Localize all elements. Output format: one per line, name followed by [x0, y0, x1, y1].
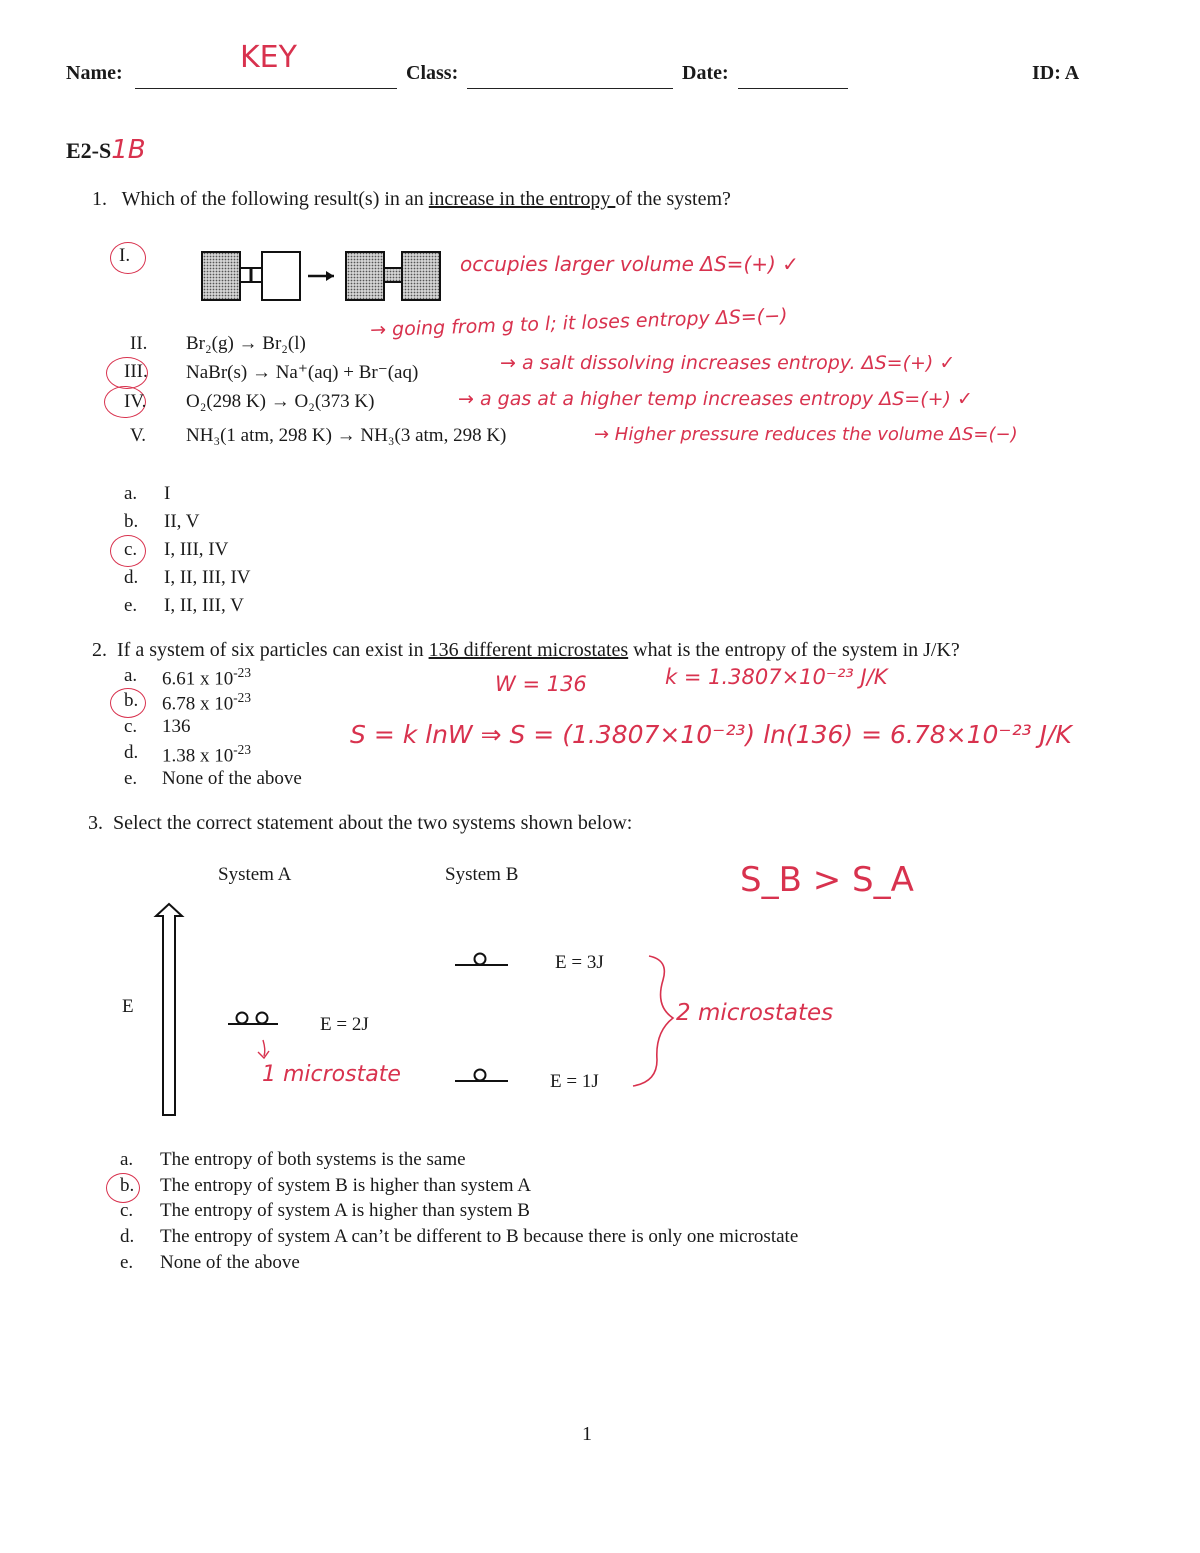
q2-choice-a[interactable]: a. 6.61 x $10^{-23}$ — [124, 665, 251, 690]
name-label: Name: — [66, 62, 123, 84]
date-label: Date: — [682, 62, 729, 84]
question-1: 1. Which of the following result(s) in an increase in the entropy of the system? — [92, 188, 731, 210]
id-label: ID: A — [1032, 62, 1080, 84]
q3-choice-a[interactable]: a. The entropy of both systems is the same — [120, 1149, 466, 1170]
name-line — [135, 88, 397, 89]
q2-choice-e[interactable]: e. None of the above — [124, 768, 302, 789]
item-5-text: NH₃(1 atm, 298 K) → NH₃(3 atm, 298 K) — [186, 425, 507, 446]
expansion-diagram — [200, 246, 445, 308]
note-item-1: occupies larger volume ΔS=(+) ✓ — [460, 252, 799, 276]
q1-choice-c[interactable]: c. I, III, IV — [124, 539, 229, 560]
page-number: 1 — [582, 1423, 592, 1445]
item-3-label: III. — [124, 361, 148, 382]
q1-choice-b[interactable]: b. II, V — [124, 511, 200, 532]
note-system-b: 2 microstates — [676, 1000, 834, 1026]
work-formula: S = k lnW ⇒ S = (1.3807×10⁻²³) ln(136) = 6.78×10⁻²³ J/K — [350, 720, 1072, 749]
q3-choice-b[interactable]: b. The entropy of system B is higher than system A — [120, 1175, 531, 1196]
level-b-top-label: E = 3J — [555, 952, 604, 973]
item-4-text: O₂(298 K) → O₂(373 K) — [186, 391, 375, 412]
q1-choice-e[interactable]: e. I, II, III, V — [124, 595, 244, 616]
system-a-label: System A — [218, 864, 292, 885]
q2-choice-d[interactable]: d. 1.38 x $10^{-23}$ — [124, 742, 251, 767]
q3-choice-c[interactable]: c. The entropy of system A is higher than system B — [120, 1200, 530, 1221]
item-1-label: I. — [119, 245, 131, 266]
question-2: 2. If a system of six particles can exist in 136 different microstates what is the entropy of the system in J/K? — [92, 639, 960, 661]
work-k: k = 1.3807×10⁻²³ J/K — [665, 665, 888, 689]
item-2-text: Br₂(g) → Br₂(l) — [186, 333, 306, 354]
note-system-a: 1 microstate — [262, 1062, 401, 1087]
item-5-label: V. — [130, 425, 147, 446]
note-item-3: → a salt dissolving increases entropy. ΔS=(+) ✓ — [500, 352, 956, 374]
class-line — [467, 88, 673, 89]
work-w: W = 136 — [495, 672, 587, 696]
q3-choice-e[interactable]: e. None of the above — [120, 1252, 300, 1273]
level-a-label: E = 2J — [320, 1014, 369, 1035]
note-item-5: → Higher pressure reduces the volume ΔS=(−) — [594, 424, 1018, 445]
level-b-bottom-label: E = 1J — [550, 1071, 599, 1092]
question-3: 3. Select the correct statement about the two systems shown below: — [88, 812, 633, 834]
name-handwritten: KEY — [240, 40, 297, 75]
note-compare: S_B > S_A — [740, 860, 914, 900]
q1-choice-a[interactable]: a. I — [124, 483, 171, 504]
q1-choice-d[interactable]: d. I, II, III, IV — [124, 567, 251, 588]
q2-choice-c[interactable]: c. 136 — [124, 716, 191, 737]
energy-axis-label: E — [122, 996, 134, 1017]
note-item-4: → a gas at a higher temp increases entropy ΔS=(+) ✓ — [458, 388, 973, 410]
date-line — [738, 88, 848, 89]
item-3-text: NaBr(s) → Na⁺(aq) + Br⁻(aq) — [186, 362, 419, 383]
item-4-label: IV. — [124, 391, 147, 412]
system-b-label: System B — [445, 864, 519, 885]
q3-choice-d[interactable]: d. The entropy of system A can’t be different to B because there is only one microstate — [120, 1226, 799, 1247]
doc-code: E2-S1B — [66, 135, 146, 165]
item-2-label: II. — [130, 333, 148, 354]
note-item-2: → going from g to l; it loses entropy ΔS=(−) — [369, 304, 788, 342]
class-label: Class: — [406, 62, 459, 84]
q2-choice-b[interactable]: b. 6.78 x $10^{-23}$ — [124, 690, 251, 715]
